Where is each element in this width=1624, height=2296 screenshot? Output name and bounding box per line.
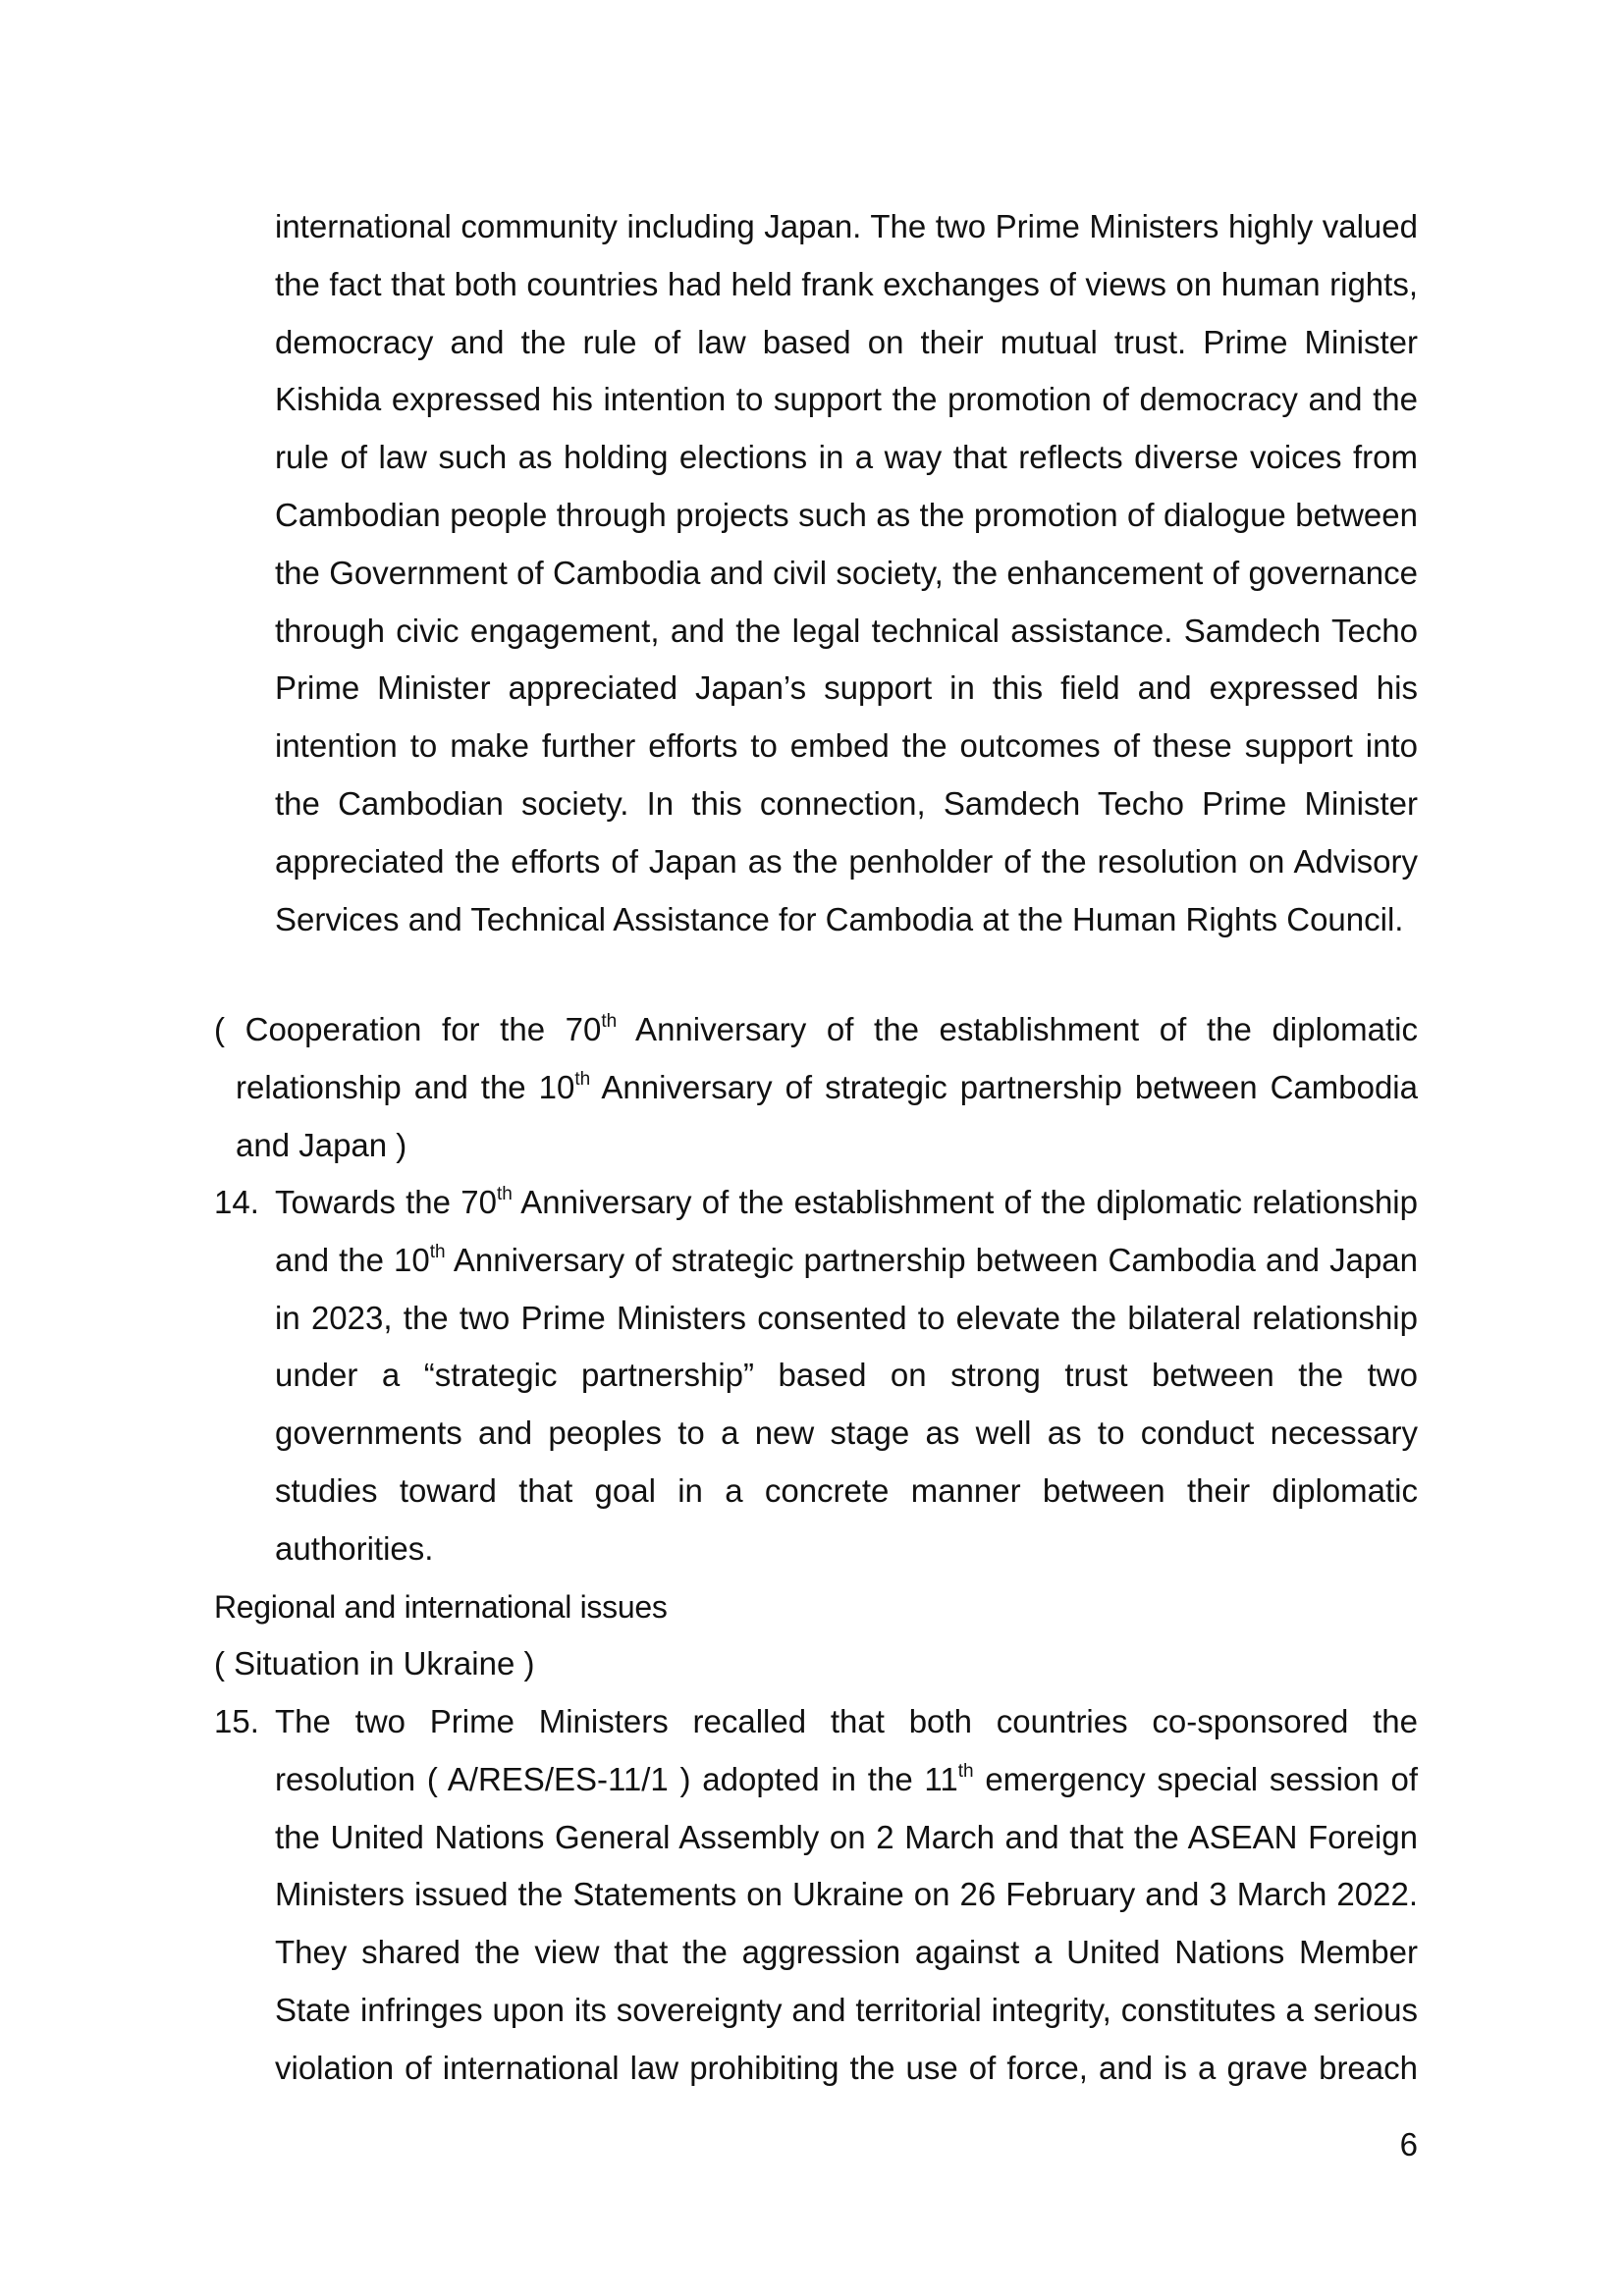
numbered-paragraph-14 bbox=[214, 1174, 1418, 1578]
page-number: 6 bbox=[1399, 2126, 1418, 2163]
paragraph-number: 14. bbox=[214, 1184, 259, 1220]
paragraph-number: 15. bbox=[214, 1703, 259, 1739]
paragraph-15-body: The two Prime Ministers recalled that both countries co-sponsored the resolution ( A/RES/ES-11/1 ) adopted in the 11th emergency special session of the United Nations General Assembly on 2 March and that the ASEAN Foreign Ministers issued the Statements on Ukraine on 26 February and 3 March 2022. They shared the view that the aggression against a United Nations Member State infringes upon its sovereignty and territorial integrity, constitutes a serious violation of international law prohibiting the use of force, and is a grave breach bbox=[275, 1703, 1419, 2086]
paragraph-14-body: Towards the 70th Anniversary of the establishment of the diplomatic relationship and the 10th Anniversary of strategic partnership between Cambodia and Japan in 2023, the two Prime Ministers consented to elevate the bilateral relationship under a “strategic partnership” based on strong trust between the two governments and peoples to a new stage as well as to conduct necessary studies toward that goal in a concrete manner between their diplomatic authorities. bbox=[275, 1184, 1418, 1567]
paragraph-13-continued bbox=[275, 198, 1418, 948]
numbered-paragraph-15 bbox=[214, 1693, 1418, 2098]
cooperation-section-heading bbox=[214, 1001, 1418, 1174]
ukraine-subheading: ( Situation in Ukraine ) bbox=[214, 1645, 535, 1682]
cooperation-heading-line-1: ( Cooperation for the 70th Anniversary of the establishment of the diplomatic bbox=[214, 1011, 1419, 1047]
paragraph-13-text: international community including Japan. The two Prime Ministers highly valued the fact that both countries had held frank exchanges of views on human rights, democracy and the rule of law based on their mutual trust. Prime Minister Kishida expressed his intention to support the promotion of democracy and the rule of law such as holding elections in a way that reflects diverse voices from Cambodian people through projects such as the promotion of dialogue between the Government of Cambodia and civil society, the enhancement of governance through civic engagement, and the legal technical assistance. Samdech Techo Prime Minister appreciated Japan’s support in this field and expressed his intention to make further efforts to embed the outcomes of these support into the Cambodian society. In this connection, Samdech Techo Prime Minister appreciated the efforts of Japan as the penholder of the resolution on Advisory Services and Technical Assistance for Cambodia at the Human Rights Council. bbox=[275, 208, 1418, 937]
cooperation-heading-line-2: relationship and the 10th Anniversary of strategic partnership between Cambodia and Japan ) bbox=[236, 1068, 1418, 1163]
regional-issues-heading: Regional and international issues bbox=[214, 1589, 668, 1625]
